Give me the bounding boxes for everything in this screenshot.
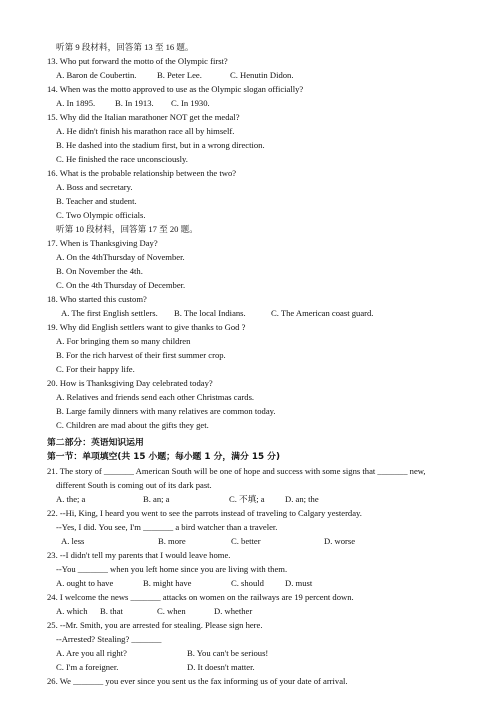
text-line: 16. What is the probable relationship between the two? bbox=[47, 168, 237, 178]
answer-option: B. You can't be serious! bbox=[187, 648, 269, 658]
section-heading: 第二部分：英语知识运用 bbox=[47, 438, 144, 448]
text-line: --You _______ when you left home since you are living with them. bbox=[56, 564, 288, 574]
text-line: A. He didn't finish his marathon race all by himself. bbox=[56, 126, 235, 136]
text-line: C. For their happy life. bbox=[56, 364, 135, 374]
answer-option: C. 不填; a bbox=[229, 494, 265, 504]
answer-option: B. might have bbox=[143, 578, 192, 588]
text-line: B. He dashed into the stadium first, but in a wrong direction. bbox=[56, 140, 265, 150]
answer-option: D. must bbox=[285, 578, 313, 588]
answer-option: A. The first English settlers. bbox=[61, 308, 158, 318]
answer-option: D. worse bbox=[324, 536, 356, 546]
answer-option: B. The local Indians. bbox=[174, 308, 246, 318]
answer-option: C. better bbox=[231, 536, 261, 546]
answer-option: B. In 1913. bbox=[115, 98, 154, 108]
text-line: A. Boss and secretary. bbox=[56, 182, 133, 192]
text-line: B. Teacher and student. bbox=[56, 196, 137, 206]
answer-option: B. more bbox=[158, 536, 186, 546]
text-line: --Arrested? Stealing? _______ bbox=[56, 634, 162, 644]
answer-option: B. Peter Lee. bbox=[157, 70, 202, 80]
answer-option: D. an; the bbox=[285, 494, 319, 504]
text-line: C. He finished the race unconsciously. bbox=[56, 154, 188, 164]
text-line: 26. We _______ you ever since you sent us the fax informing us of your date of arrival. bbox=[47, 676, 348, 686]
answer-option: A. Baron de Coubertin. bbox=[56, 70, 137, 80]
text-line: 23. --I didn't tell my parents that I would leave home. bbox=[47, 550, 231, 560]
answer-option: B. an; a bbox=[143, 494, 170, 504]
text-line: 听第 10 段材料，回答第 17 至 20 题。 bbox=[56, 224, 198, 234]
answer-option: A. In 1895. bbox=[56, 98, 96, 108]
text-line: 听第 9 段材料，回答第 13 至 16 题。 bbox=[56, 42, 194, 52]
answer-option: C. should bbox=[231, 578, 264, 588]
text-line: A. On the 4thThursday of November. bbox=[56, 252, 185, 262]
answer-option: C. In 1930. bbox=[171, 98, 210, 108]
text-line: B. On November the 4th. bbox=[56, 266, 143, 276]
answer-option: C. when bbox=[157, 606, 186, 616]
text-line: 15. Why did the Italian marathoner NOT get the medal? bbox=[47, 112, 240, 122]
text-line: 14. When was the motto approved to use as the Olympic slogan officially? bbox=[47, 84, 304, 94]
text-line: C. On the 4th Thursday of December. bbox=[56, 280, 186, 290]
text-line: different South is coming out of its dark past. bbox=[56, 480, 212, 490]
text-line: B. Large family dinners with many relatives are common today. bbox=[56, 406, 276, 416]
text-line: 18. Who started this custom? bbox=[47, 294, 147, 304]
answer-option: A. less bbox=[61, 536, 85, 546]
answer-option: C. I'm a foreigner. bbox=[56, 662, 119, 672]
answer-option: A. Are you all right? bbox=[56, 648, 127, 658]
text-line: 19. Why did English settlers want to give thanks to God ? bbox=[47, 322, 246, 332]
text-line: 25. --Mr. Smith, you are arrested for stealing. Please sign here. bbox=[47, 620, 263, 630]
text-line: 22. --Hi, King, I heard you went to see the parrots instead of traveling to Calgary yesterday. bbox=[47, 508, 362, 518]
text-line: B. For the rich harvest of their first summer crop. bbox=[56, 350, 226, 360]
text-line: C. Two Olympic officials. bbox=[56, 210, 146, 220]
text-line: 17. When is Thanksgiving Day? bbox=[47, 238, 158, 248]
text-line: A. Relatives and friends send each other Christmas cards. bbox=[56, 392, 255, 402]
text-line: 20. How is Thanksgiving Day celebrated today? bbox=[47, 378, 213, 388]
answer-option: A. the; a bbox=[56, 494, 86, 504]
answer-option: C. The American coast guard. bbox=[271, 308, 374, 318]
answer-option: D. whether bbox=[214, 606, 253, 616]
text-line: 13. Who put forward the motto of the Olympic first? bbox=[47, 56, 228, 66]
text-line: 21. The story of _______ American South will be one of hope and success with some signs that _______ new, bbox=[47, 466, 426, 476]
section-heading: 第一节：单项填空(共 15 小题；每小题 1 分，满分 15 分) bbox=[47, 452, 280, 462]
text-line: C. Children are mad about the gifts they get. bbox=[56, 420, 209, 430]
answer-option: C. Henutin Didon. bbox=[230, 70, 294, 80]
answer-option: D. It doesn't matter. bbox=[187, 662, 255, 672]
answer-option: B. that bbox=[100, 606, 123, 616]
answer-option: A. which bbox=[56, 606, 88, 616]
answer-option: A. ought to have bbox=[56, 578, 114, 588]
text-line: A. For bringing them so many children bbox=[56, 336, 191, 346]
text-line: --Yes, I did. You see, I'm _______ a bird watcher than a traveler. bbox=[56, 522, 278, 532]
text-line: 24. I welcome the news _______ attacks on women on the railways are 19 percent down. bbox=[47, 592, 354, 602]
